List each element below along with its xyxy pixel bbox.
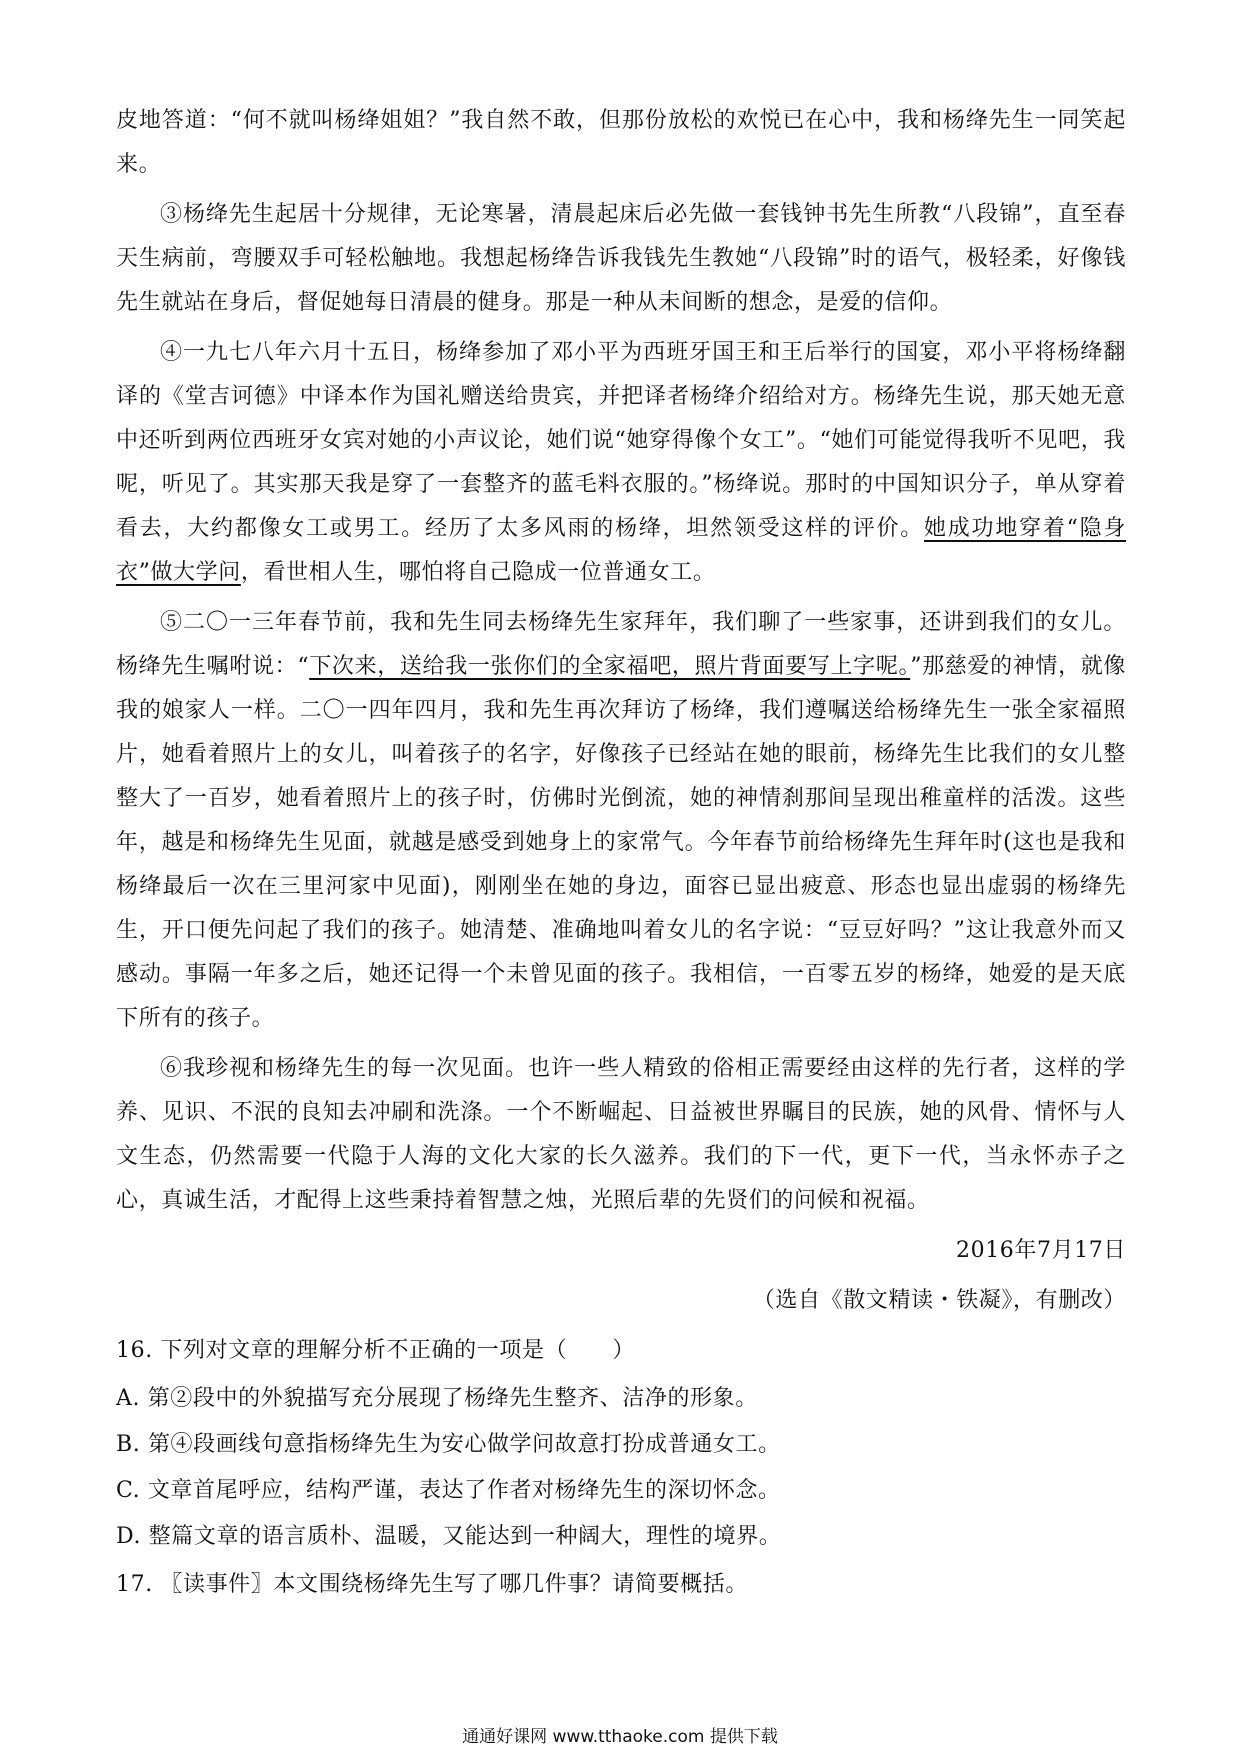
paragraph-6 [116,1047,1126,1223]
option-b: B. 第④段画线句意指杨绛先生为安心做学问故意打扮成普通女工。 [116,1432,781,1457]
paragraph-text: ⑥我珍视和杨绛先生的每一次见面。也许一些人精致的俗相正需要经由这样的先行者，这样的学养、见识、不泯的良知去冲刷和洗涤。一个不断崛起、日益被世界瞩目的民族，她的风骨、情怀与人文生态，仍然需要一代隐于人海的文化大家的长久滋养。我们的下一代，更下一代，当永怀赤子之心，真诚生活，才配得上这些秉持着智慧之烛，光照后辈的先贤们的问候和祝福。 [116,1056,1126,1213]
paragraph-text: 皮地答道：“何不就叫杨绛姐姐？”我自然不敢，但那份放松的欢悦已在心中，我和杨绛先生一同笑起来。 [116,108,1126,177]
paragraph-continued [116,99,1126,187]
option-d: D. 整篇文章的语言质朴、温暖，又能达到一种阔大，理性的境界。 [116,1524,782,1549]
question-17: 17. 〖读事件〗本文围绕杨绛先生写了哪几件事？请简要概括。 [116,1572,748,1597]
paragraph-text: ④一九七八年六月十五日，杨绛参加了邓小平为西班牙国王和王后举行的国宴，邓小平将杨绛翻译的《堂吉诃德》中译本作为国礼赠送给贵宾，并把译者杨绛介绍给对方。杨绛先生说，那天她无意中还听到两位西班牙女宾对她的小声议论，她们说“她穿得像个女工”。“她们可能觉得我听不见吧，我呢，听见了。其实那天我是穿了一套整齐的蓝毛料衣服的。”杨绛说。那时的中国知识分子，单从穿着看去，大约都像女工或男工。经历了太多风雨的杨绛，坦然领受这样的评价。 [116,340,1126,541]
option-c: C. 文章首尾呼应，结构严谨，表达了作者对杨绛先生的深切怀念。 [116,1478,781,1503]
article-body [116,99,1126,1611]
article-date: 2016年7月17日 [956,1238,1126,1263]
option-a: A. 第②段中的外貌描写充分展现了杨绛先生整齐、洁净的形象。 [116,1386,758,1411]
paragraph-text: ”那慈爱的神情，就像我的娘家人一样。二〇一四年四月，我和先生再次拜访了杨绛，我们遵嘱送给杨绛先生一张全家福照片，她看着照片上的女儿，叫着孩子的名字，好像孩子已经站在她的眼前，杨绛先生比我们的女儿整整大了一百岁，她看着照片上的孩子时，仿佛时光倒流，她的神情刹那间呈现出稚童样的活泼。这些年，越是和杨绛先生见面，就越是感受到她身上的家常气。今年春节前给杨绛先生拜年时(这也是我和杨绛最后一次在三里河家中见面)，刚刚坐在她的身边，面容已显出疲意、形态也显出虚弱的杨绛先生，开口便先问起了我们的孩子。她清楚、准确地叫着女儿的名字说：“豆豆好吗？”这让我意外而又感动。事隔一年多之后，她还记得一个未曾见面的孩子。我相信，一百零五岁的杨绛，她爱的是天底下所有的孩子。 [116,654,1127,1031]
paragraph-text: ，看世相人生，哪怕将自己隐成一位普通女工。 [240,560,716,585]
paragraph-3 [116,193,1126,325]
question-16-options [116,1377,1126,1559]
paragraph-4 [116,331,1126,595]
page-footer: 通通好课网 www.tthaoke.com 提供下载 [462,1727,778,1747]
paragraph-text: ③杨绛先生起居十分规律，无论寒暑，清晨起床后必先做一套钱钟书先生所教“八段锦”，直至春天生病前，弯腰双手可轻松触地。我想起杨绛告诉我钱先生教她“八段锦”时的语气，极轻柔，好像钱先生就站在身后，督促她每日清晨的健身。那是一种从未间断的想念，是爱的信仰。 [116,202,1126,315]
article-source: （选自《散文精读・铁凝》，有删改） [752,1288,1126,1313]
paragraph-5 [116,601,1126,1041]
question-16: 16. 下列对文章的理解分析不正确的一项是（ ） [116,1338,635,1363]
paragraph-text: ⑤二〇一三年春节前，我和先生同去杨绛先生家拜年，我们聊了一些家事，还讲到我们的女儿。杨绛先生嘱咐说：“ [116,610,1126,679]
underlined-sentence: 她成功地穿着“隐身衣”做大学问 [116,516,1127,585]
underlined-sentence: 下次来，送给我一张你们的全家福吧，照片背面要写上字呢。 [309,654,911,679]
